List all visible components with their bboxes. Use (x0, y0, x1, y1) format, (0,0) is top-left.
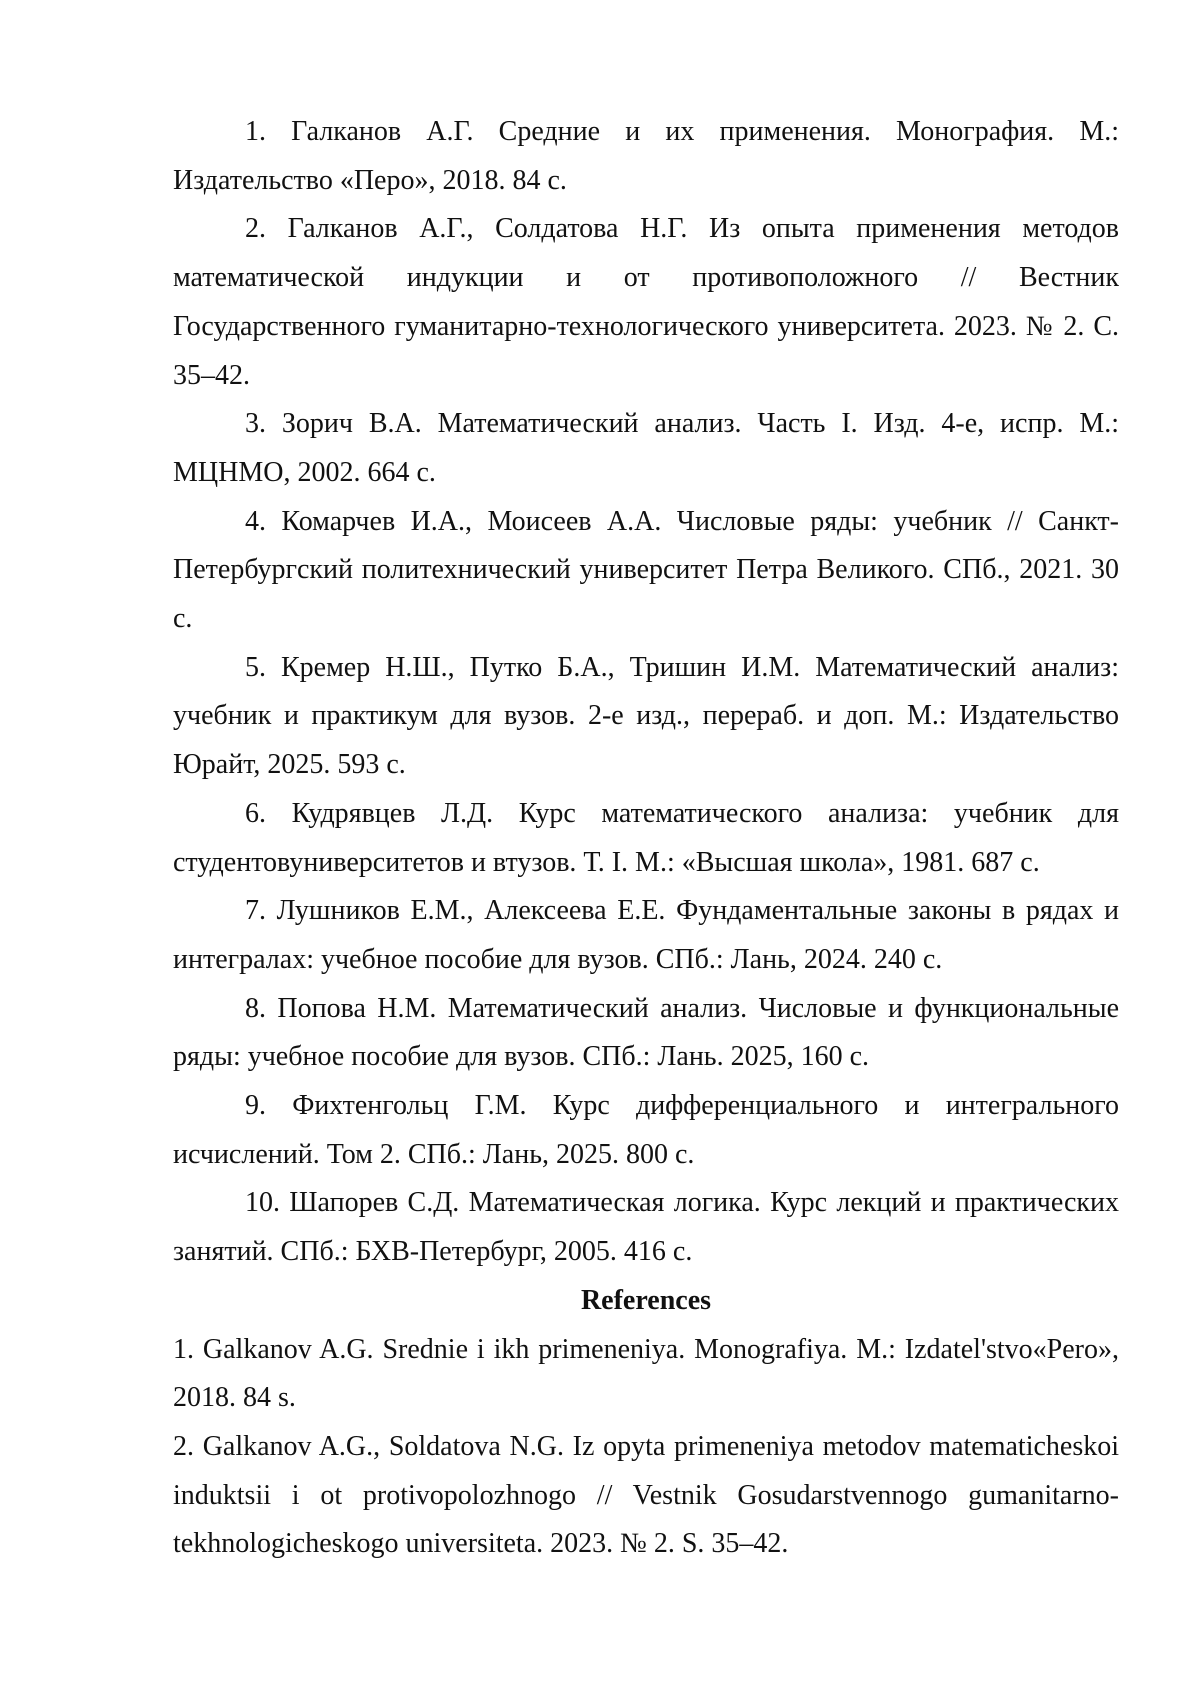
reference-en-1: 1. Galkanov A.G. Srednie i ikh primeneniya. Monografiya. M.: Izdatel'stvo«Pero», 2018. 84 s. (173, 1333, 1119, 1414)
reference-ru-7: 7. Лушников Е.М., Алексеева Е.Е. Фундаментальные законы в рядах и интегралах: учебное пособие для вузов. СПб.: Лань, 2024. 240 с. (173, 895, 1119, 975)
reference-ru-2: 2. Галканов А.Г., Солдатова Н.Г. Из опыта применения методов математической индукции и от противоположного // Вестник Государственного гуманитарно-технологического университета. 2023. № 2. С. 35–42. (173, 213, 1119, 391)
reference-ru-9: 9. Фихтенгольц Г.М. Курс дифференциального и интегрального исчислений. Том 2. СПб.: Лань, 2025. 800 с. (173, 1090, 1119, 1170)
reference-ru-5: 5. Кремер Н.Ш., Путко Б.А., Тришин И.М. Математический анализ: учебник и практикум для вузов. 2-е изд., перераб. и доп. М.: Издательство Юрайт, 2025. 593 с. (173, 651, 1119, 781)
reference-en-2: 2. Galkanov A.G., Soldatova N.G. Iz opyta primeneniya metodov matematicheskoi induktsii i ot protivopolozhnogo // Vestnik Gosudarstvennogo gumanitarno-tekhnologicheskogo universiteta. 2023. № 2. S. 35–42. (173, 1430, 1119, 1560)
reference-ru-6: 6. Кудрявцев Л.Д. Курс математического анализа: учебник для студентовуниверситетов и втузов. Т. I. М.: «Высшая школа», 1981. 687 с. (173, 797, 1119, 878)
reference-ru-1: 1. Галканов А.Г. Средние и их применения. Монография. М.: Издательство «Перо», 2018. 84 с. (173, 116, 1119, 196)
reference-ru-10: 10. Шапорев С.Д. Математическая логика. Курс лекций и практических занятий. СПб.: БХВ-Петербург, 2005. 416 с. (173, 1187, 1119, 1268)
reference-ru-8: 8. Попова Н.М. Математический анализ. Числовые и функциональные ряды: учебное пособие для вузов. СПб.: Лань. 2025, 160 с. (173, 992, 1119, 1073)
reference-ru-3: 3. Зорич В.А. Математический анализ. Часть I. Изд. 4-е, испр. М.: МЦНМО, 2002. 664 с. (173, 408, 1119, 488)
references-heading: References (580, 1284, 712, 1316)
document-page (173, 108, 1119, 1569)
reference-ru-4: 4. Комарчев И.А., Моисеев А.А. Числовые ряды: учебник // Санкт-Петербургский политехнический университет Петра Великого. СПб., 2021. 30 с. (173, 505, 1119, 635)
